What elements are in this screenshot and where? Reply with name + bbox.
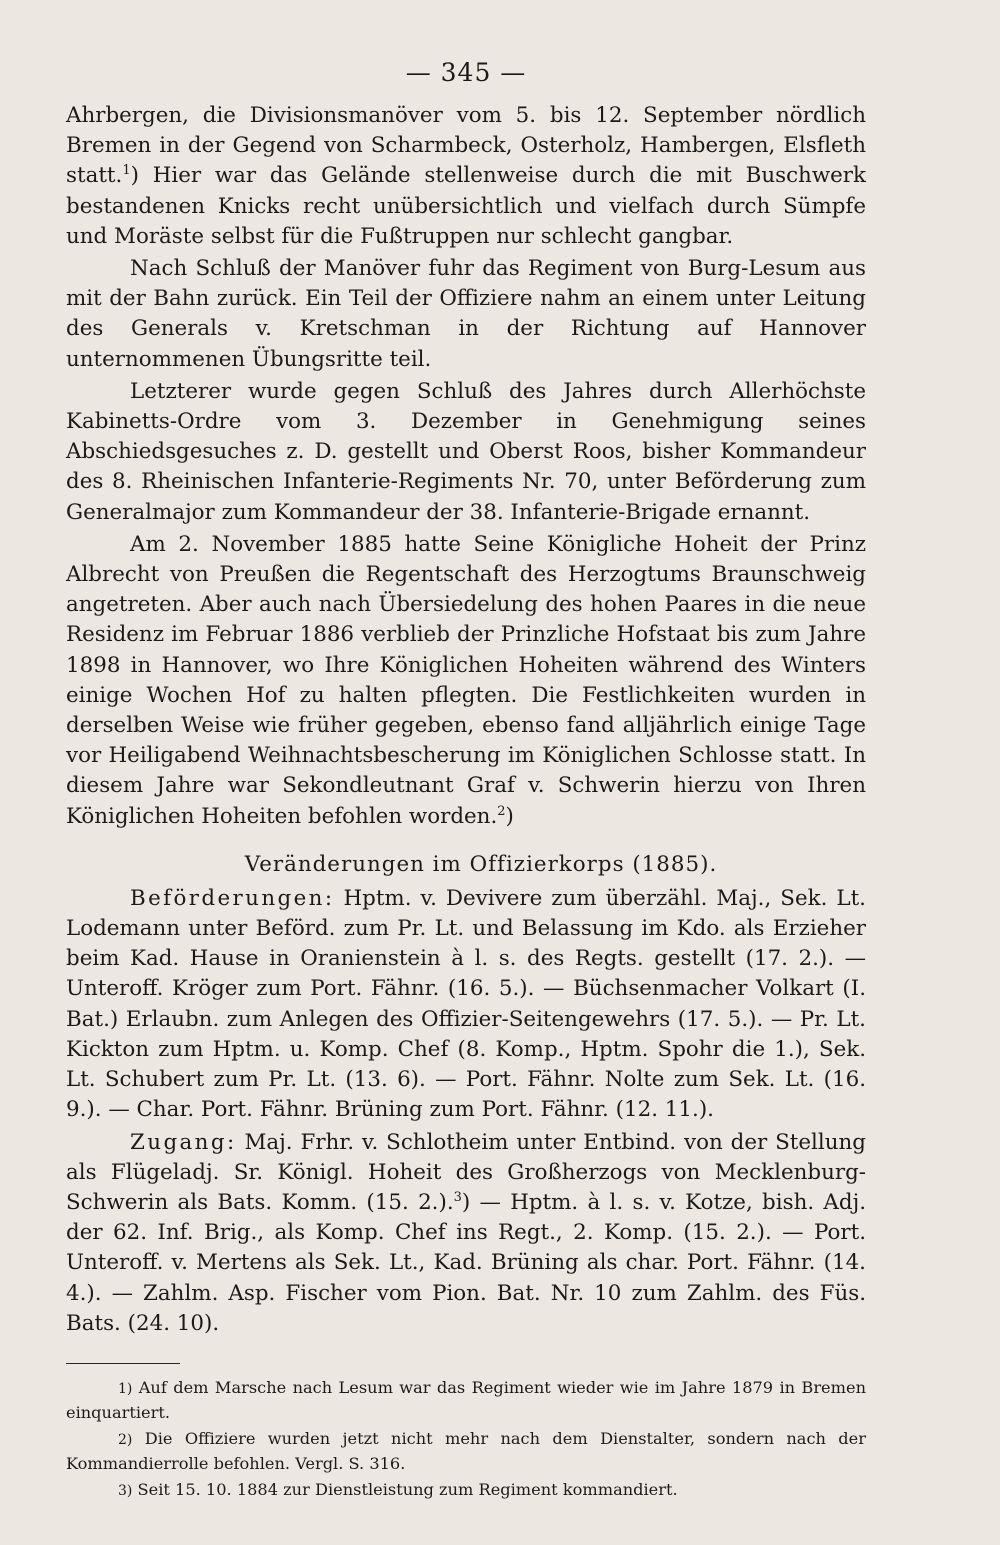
footnote-number: 3) [118, 1482, 133, 1499]
section-heading: Veränderungen im Offizierkorps (1885). [244, 851, 718, 877]
paragraph-text: Letzterer wurde gegen Schluß des Jahres durch Allerhöchste Kabinetts-Ordre vom 3. Dezember in Genehmigung seines Abschiedsgesuches z. D. gestellt und Oberst Roos, bisher Kommandeur des 8. Rheinischen Infanterie-Regiments Nr. 70, unter Beförderung zum Generalmajor zum Kommandeur der 38. Infanterie-Brigade ernannt. [66, 378, 866, 525]
footnote-1 [66, 1376, 866, 1425]
paragraph-regency [66, 530, 866, 832]
footnote-ref-1[interactable]: 1 [122, 163, 131, 179]
paragraph-return [66, 254, 866, 375]
footnote-divider [66, 1363, 180, 1364]
footnote-text: Die Offiziere wurden jetzt nicht mehr nach dem Dienstalter, sondern nach der Kommandierrolle befohlen. Vergl. S. 316. [66, 1428, 866, 1473]
paragraph-text-continued: ) [505, 803, 514, 829]
promotions-label: Beförderungen: [130, 885, 335, 911]
paragraph-text: Nach Schluß der Manöver fuhr das Regiment von Burg-Lesum aus mit der Bahn zurück. Ein Teil der Offiziere nahm an einem unter Leitung des Generals v. Kretschman in der Richtung auf Hannover unternommenen Übungsritte teil. [66, 256, 866, 372]
footnote-number: 2) [118, 1431, 133, 1448]
promotions-text: Hptm. v. Devivere zum überzähl. Maj., Sek. Lt. Lodemann unter Beförd. zum Pr. Lt. und Belassung im Kdo. als Erzieher beim Kad. Hause in Oranienstein à l. s. des Regts. gestellt (17. 2.). — Unteroff. Kröger zum Port. Fähnr. (16. 5.). — Büchsenmacher Volkart (I. Bat.) Erlaubn. zum Anlegen des Offizier-Seitengewehrs (17. 5.). — Pr. Lt. Kickton zum Hptm. u. Komp. Chef (8. Komp., Hptm. Spohr die 1.), Sek. Lt. Schubert zum Pr. Lt. (13. 6). — Port. Fähnr. Nolte zum Sek. Lt. (16. 9.). — Char. Port. Fähnr. Brüning zum Port. Fähnr. (12. 11.). [66, 885, 866, 1123]
footnote-text: Seit 15. 10. 1884 zur Dienstleistung zum Regiment kommandiert. [132, 1479, 678, 1499]
paragraph-text: Am 2. November 1885 hatte Seine Königliche Hoheit der Prinz Albrecht von Preußen die Regentschaft des Herzogtums Braunschweig angetreten. Aber auch nach Übersiedelung des hohen Paares in die neue Residenz im Februar 1886 verblieb der Prinzliche Hofstaat bis zum Jahre 1898 in Hannover, wo Ihre Königlichen Hoheiten während des Winters einige Wochen Hof zu halten pflegten. Die Festlichkeiten wurden in derselben Weise wie früher gegeben, ebenso fand alljährlich einige Tage vor Heiligabend Weihnachtsbescherung im Königlichen Schlosse statt. In diesem Jahre war Sekondleutnant Graf v. Schwerin hierzu von Ihren Königlichen Hoheiten befohlen worden. [66, 531, 866, 829]
footnote-number: 1) [118, 1380, 133, 1397]
paragraph-arrivals [66, 1128, 866, 1339]
paragraph-text-continued: ) Hier war das Gelände stellenweise durch die mit Buschwerk bestandenen Knicks recht unübersichtlich und vielfach durch Sümpfe und Moräste selbst für die Fußtruppen nur schlecht gangbar. [66, 163, 866, 249]
paragraph-retirement [66, 377, 866, 528]
arrivals-label: Zugang: [130, 1129, 237, 1155]
footnote-2 [66, 1427, 866, 1476]
arrivals-text: Maj. Frhr. v. Schlotheim unter Entbind. von der Stellung als Flügeladj. Sr. Königl. Hoheit des Großherzogs von Mecklenburg-Schwerin als Bats. Komm. (15. 2.). [66, 1129, 866, 1215]
paragraph-promotions [66, 884, 866, 1126]
arrivals-text-continued: ) — Hptm. à l. s. v. Kotze, bish. Adj. der 62. Inf. Brig., als Komp. Chef ins Regt., 2. Komp. (15. 2.). — Port. Unteroff. v. Mertens als Sek. Lt., Kad. Brüning als char. Port. Fähnr. (14. 4.). — Zahlm. Asp. Fischer vom Pion. Bat. Nr. 10 zum Zahlm. des Füs. Bats. (24. 10). [66, 1189, 866, 1336]
paragraph-text: Ahrbergen, die Divisionsmanöver vom 5. bis 12. September nördlich Bremen in der Gegend von Scharmbeck, Osterholz, Hambergen, Elsfleth statt. [66, 103, 866, 189]
footnote-ref-3[interactable]: 3 [453, 1189, 462, 1205]
footnote-text: Auf dem Marsche nach Lesum war das Regiment wieder wie im Jahre 1879 in Bremen einquartiert. [66, 1377, 866, 1422]
footnote-3 [66, 1478, 866, 1503]
page-number: — 345 — [405, 58, 527, 87]
footnote-ref-2[interactable]: 2 [497, 803, 506, 819]
paragraph-maneuvers [66, 101, 866, 252]
